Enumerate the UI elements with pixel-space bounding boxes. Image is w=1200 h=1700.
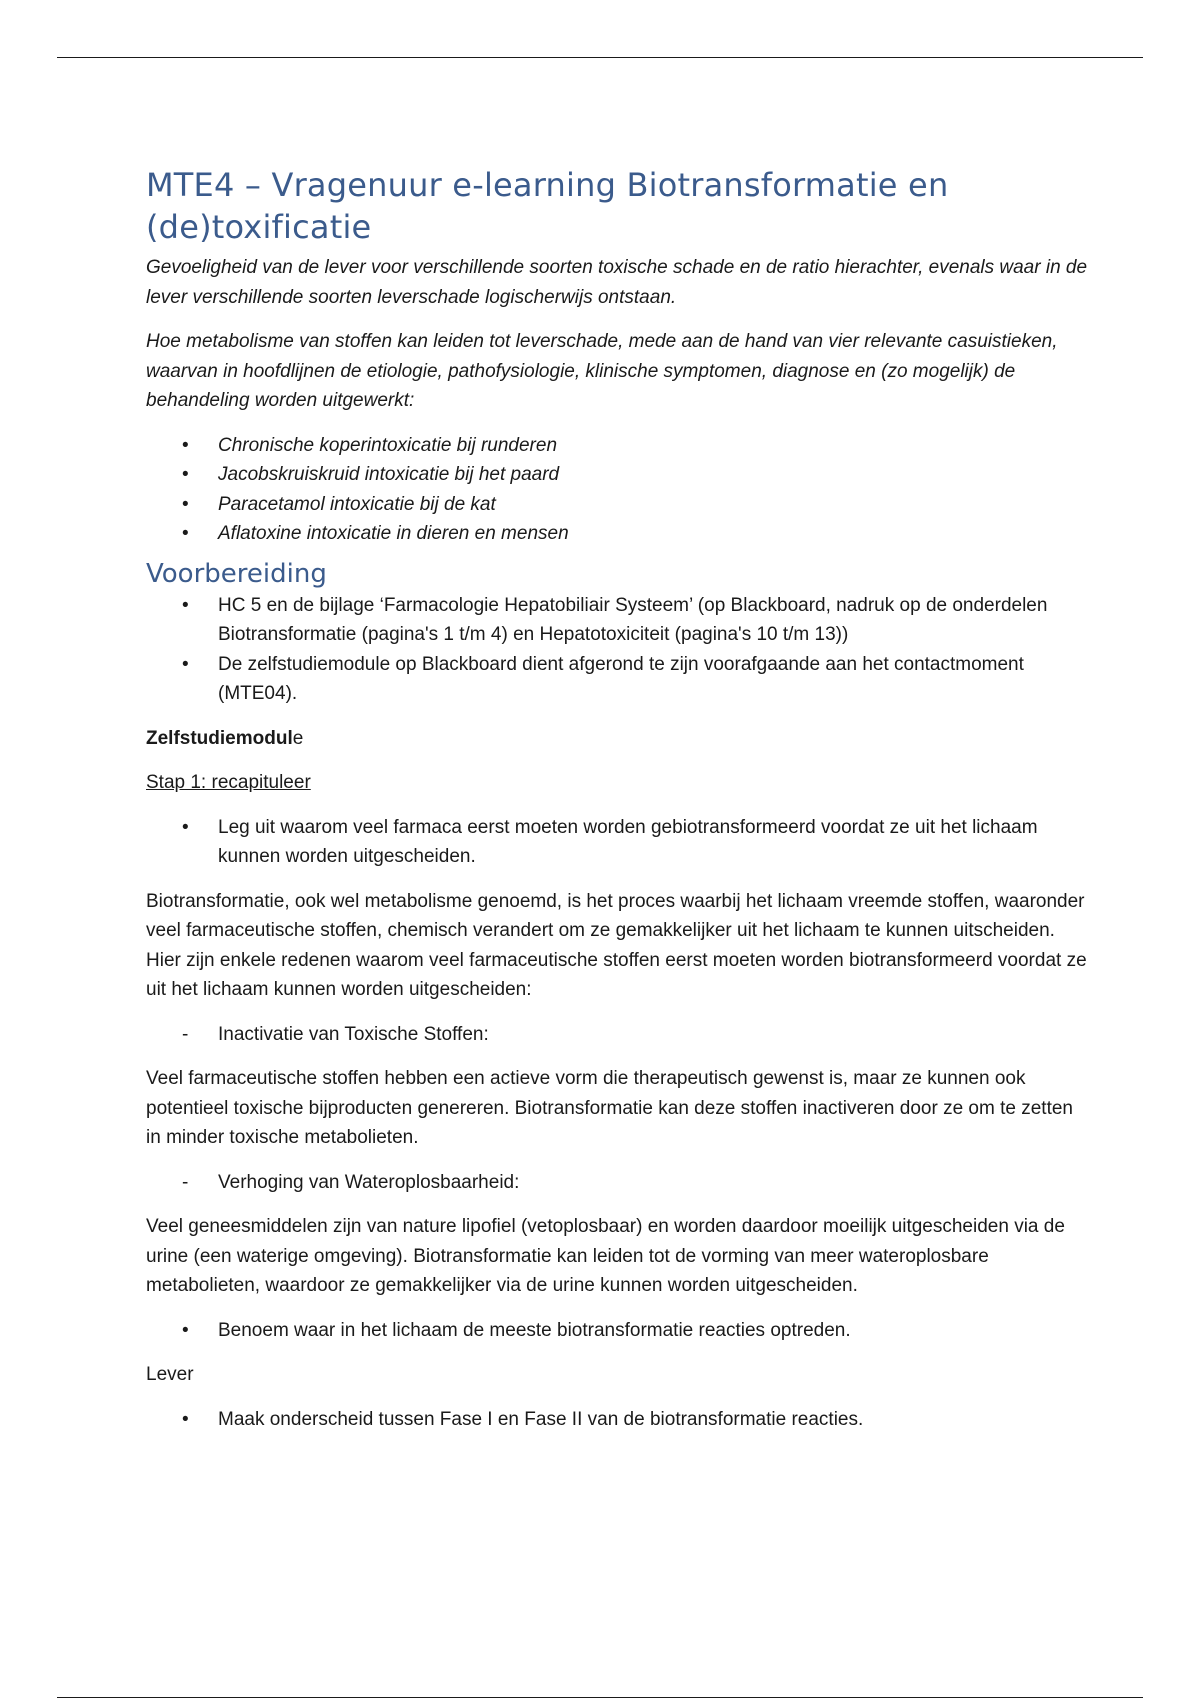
question-list [146,1405,1092,1435]
footer-rule [57,1697,1143,1698]
list-item: • Aflatoxine intoxicatie in dieren en mensen [146,519,1092,549]
list-item: • Jacobskruiskruid intoxicatie bij het paard [146,460,1092,490]
reason-list [146,1168,1092,1198]
answer-paragraph: Veel farmaceutische stoffen hebben een actieve vorm die therapeutisch gewenst is, maar ze kunnen ook potentieel toxische bijproducten genereren. Biotransformatie kan deze stoffen inactiveren door ze om te zetten in minder toxische metabolieten. [146,1068,1073,1148]
list-item: • Chronische koperintoxicatie bij runderen [146,431,1092,461]
bullet-icon: • [182,1408,189,1430]
document-title: MTE4 – Vragenuur e-learning Biotransformatie en (de)toxificatie [146,166,949,246]
preparation-list [146,591,1092,709]
intro-paragraph: Hoe metabolisme van stoffen kan leiden tot leverschade, mede aan de hand van vier relevante casuistieken, waarvan in hoofdlijnen de etiologie, pathofysiologie, klinische symptomen, diagnose en (zo mogelijk) de behandeling worden uitgewerkt: [146,331,1058,411]
reason-list [146,1020,1092,1050]
bullet-icon: • [182,434,189,456]
bullet-icon: • [182,464,189,485]
list-item: • Paracetamol intoxicatie bij de kat [146,490,1092,520]
question-list [146,813,1092,872]
document-body [146,164,1092,1449]
question-item: • Maak onderscheid tussen Fase I en Fase II van de biotransformatie reacties. [146,1405,1092,1435]
answer-paragraph: Biotransformatie, ook wel metabolisme genoemd, is het proces waarbij het lichaam vreemde stoffen, waaronder veel farmaceutische stoffen, chemisch verandert om ze gemakkelijker uit het lichaam te kunnen uitscheiden. Hier zijn enkele redenen waarom veel farmaceutische stoffen eerst moeten worden biotransformeerd voordat ze uit het lichaam kunnen worden uitgescheiden: [146,890,1087,1000]
dash-icon: - [182,1171,189,1193]
list-item: • HC 5 en de bijlage ‘Farmacologie Hepatobiliair Systeem’ (op Blackboard, nadruk op de onderdelen Biotransformatie (pagina's 1 t/m 4) en Hepatotoxiciteit (pagina's 10 t/m 13)) [146,591,1092,650]
step-heading: Stap 1: recapituleer [146,772,311,793]
question-item: • Benoem waar in het lichaam de meeste biotransformatie reacties optreden. [146,1316,1092,1346]
header-rule [57,57,1143,58]
bullet-icon: • [182,1319,189,1341]
bullet-icon: • [182,493,189,515]
answer-paragraph: Veel geneesmiddelen zijn van nature lipofiel (vetoplosbaar) en worden daardoor moeilijk uitgescheiden via de urine (een waterige omgeving). Biotransformatie kan leiden tot de vorming van meer wateroplosbare metabolieten, waardoor ze gemakkelijker via de urine kunnen worden uitgescheiden. [146,1216,1065,1296]
bullet-icon: • [182,523,189,544]
casuistieken-list [146,431,1092,549]
bullet-icon: • [182,653,189,675]
bullet-icon: • [182,594,189,616]
list-item: • De zelfstudiemodule op Blackboard dient afgerond te zijn voorafgaande aan het contactmoment (MTE04). [146,650,1092,709]
module-heading: Zelfstudiemodule [146,727,304,749]
bullet-icon: • [182,816,189,838]
section-heading: Voorbereiding [146,558,327,589]
list-item: - Verhoging van Wateroplosbaarheid: [146,1168,1092,1198]
question-item: • Leg uit waarom veel farmaca eerst moeten worden gebiotransformeerd voordat ze uit het lichaam kunnen worden uitgescheiden. [146,813,1092,872]
answer-paragraph: Lever [146,1364,194,1385]
question-list [146,1316,1092,1346]
intro-paragraph: Gevoeligheid van de lever voor verschillende soorten toxische schade en de ratio hierachter, evenals waar in de lever verschillende soorten leverschade logischerwijs ontstaan. [146,257,1088,308]
list-item: - Inactivatie van Toxische Stoffen: [146,1020,1092,1050]
dash-icon: - [182,1023,189,1045]
